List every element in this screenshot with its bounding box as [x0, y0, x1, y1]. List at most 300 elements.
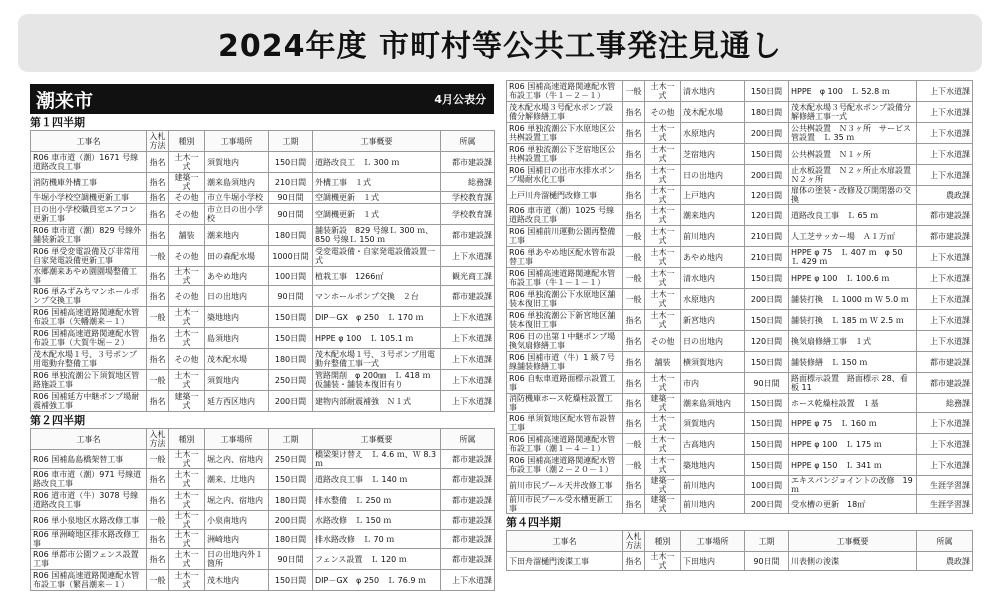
bid-method: 一般: [623, 226, 645, 247]
table-row: [31, 246, 495, 267]
work-summary: 舗装打換 Ｌ 1000 ｍ Ｗ 5.0 ｍ: [789, 289, 917, 310]
col-header: 工事名: [31, 131, 147, 152]
bid-method: 指名: [147, 490, 169, 511]
department: 都市建設課: [441, 530, 495, 549]
work-summary: 受水槽の更新 18㎡: [789, 495, 917, 514]
work-location: 潮来地内: [681, 205, 745, 226]
work-location: あやめ地内: [681, 247, 745, 268]
work-summary: 外構工事 １式: [313, 173, 441, 192]
work-summary: 空調機更新 １式: [313, 204, 441, 225]
work-period: 250日間: [269, 450, 313, 469]
work-location: 水原地内: [681, 289, 745, 310]
work-location: 須賀地内: [681, 413, 745, 434]
work-name: R06 単あやめ地区配水管布設替工事: [507, 247, 623, 268]
work-summary: HPPE φ 75 Ｌ 407 ｍ φ 50 Ｌ 429 ｍ: [789, 247, 917, 268]
bid-method: 指名: [623, 373, 645, 394]
bid-method: 指名: [147, 286, 169, 307]
work-summary: 排水整備 Ｌ 250 ｍ: [313, 490, 441, 511]
work-summary: 茂木配水場１号、３号ポンプ用電動弁整備工事一式: [313, 349, 441, 370]
work-location: 茂木配水場: [205, 349, 269, 370]
work-type: 土木一式: [169, 549, 205, 570]
work-type: 土木一式: [169, 490, 205, 511]
bid-method: 指名: [623, 476, 645, 495]
work-period: 120日間: [745, 205, 789, 226]
col-header: 所属: [441, 131, 495, 152]
work-summary: DIP－GX φ 250 Ｌ 170 ｍ: [313, 307, 441, 328]
table-row: [507, 226, 973, 247]
table-row: [31, 286, 495, 307]
work-location: 市立日の出小学校: [205, 204, 269, 225]
works-table-q2-continued: [506, 80, 973, 514]
work-period: 150日間: [745, 310, 789, 331]
table-row: [31, 225, 495, 246]
bid-method: 指名: [147, 204, 169, 225]
col-header: 工事概要: [313, 429, 441, 450]
work-name: R06 単洲崎地区排水路改修工事: [31, 530, 147, 549]
department: 都市建設課: [441, 469, 495, 490]
work-location: 上戸地内: [681, 186, 745, 205]
table-row: [507, 186, 973, 205]
work-location: 前川地内: [681, 476, 745, 495]
work-summary: 換気扇修繕工事 １式: [789, 331, 917, 352]
work-type: その他: [169, 286, 205, 307]
department: 学校教育課: [441, 192, 495, 204]
work-type: 土木一式: [645, 247, 681, 268]
department: 上下水道課: [917, 247, 973, 268]
bid-method: 一般: [623, 268, 645, 289]
work-period: 210日間: [745, 226, 789, 247]
work-summary: HPPE φ 100 Ｌ 175 ｍ: [789, 434, 917, 455]
table-row: [31, 530, 495, 549]
table-row: [31, 267, 495, 286]
work-type: 建築一式: [645, 476, 681, 495]
city-name: 潮来市: [36, 89, 94, 112]
page-title: 2024年度 市町村等公共工事発注見通し: [218, 29, 782, 64]
work-period: 180日間: [269, 530, 313, 549]
work-period: 150日間: [745, 413, 789, 434]
bid-method: 指名: [147, 192, 169, 204]
work-name: R06 国補日の出市水排水ポンプ場耐水化工事: [507, 165, 623, 186]
work-name: 日の出小学校職員室エアコン更新工事: [31, 204, 147, 225]
col-header: 工期: [269, 429, 313, 450]
work-period: 100日間: [269, 267, 313, 286]
work-period: 150日間: [745, 81, 789, 102]
work-period: 210日間: [745, 247, 789, 268]
bid-method: 一般: [623, 434, 645, 455]
work-type: 土木一式: [645, 123, 681, 144]
work-period: 90日間: [269, 204, 313, 225]
col-header: 種別: [169, 131, 205, 152]
table-row: [31, 549, 495, 570]
work-name: 下田舟溜樋門浚渫工事: [507, 552, 623, 571]
col-header: 入札方法: [147, 429, 169, 450]
work-type: 土木一式: [645, 165, 681, 186]
work-name: 消防機庫ホース乾燥柱設置工事: [507, 394, 623, 413]
work-location: 芝宿地内: [681, 144, 745, 165]
work-period: 210日間: [269, 173, 313, 192]
work-period: 200日間: [745, 289, 789, 310]
department: 上下水道課: [441, 391, 495, 412]
bid-method: 一般: [623, 81, 645, 102]
bid-method: 指名: [147, 469, 169, 490]
department: 都市建設課: [441, 225, 495, 246]
table-row: [507, 495, 973, 514]
table-row: [31, 450, 495, 469]
table-row: [507, 434, 973, 455]
work-period: 200日間: [745, 495, 789, 514]
table-row: [507, 455, 973, 476]
work-period: 90日間: [269, 286, 313, 307]
work-period: 200日間: [269, 511, 313, 530]
work-location: 茂木配水場: [681, 102, 745, 123]
works-table-q4: [506, 530, 973, 571]
work-period: 150日間: [745, 268, 789, 289]
work-location: 新宮地内: [681, 310, 745, 331]
work-location: 島須地内: [205, 328, 269, 349]
bid-method: 一般: [623, 455, 645, 476]
col-header: 工事名: [31, 429, 147, 450]
table-row: [507, 394, 973, 413]
work-name: R06 国補高速道路関連配水管布設工事（繁昌潮来－１）: [31, 570, 147, 591]
work-name: R06 車市道（潮）1025 号線道路改良工事: [507, 205, 623, 226]
table-row: [31, 570, 495, 591]
bid-method: 指名: [623, 495, 645, 514]
table-row: [31, 469, 495, 490]
work-summary: 道路改良工事 Ｌ 65 ｍ: [789, 205, 917, 226]
work-name: R06 国補市道（牛）1 級７号線舗装修繕工事: [507, 352, 623, 373]
work-type: 舗装: [169, 225, 205, 246]
department: 上下水道課: [917, 165, 973, 186]
work-type: その他: [169, 349, 205, 370]
work-summary: エキスパンジョイントの改修 19ｍ: [789, 476, 917, 495]
bid-method: 指名: [147, 349, 169, 370]
work-name: 牛堀小学校空調機更新工事: [31, 192, 147, 204]
bid-method: 指名: [623, 394, 645, 413]
work-type: 建築一式: [645, 495, 681, 514]
work-location: 清水地内: [681, 81, 745, 102]
work-period: 150日間: [269, 469, 313, 490]
work-type: その他: [169, 246, 205, 267]
work-period: 180日間: [745, 102, 789, 123]
work-summary: 受変電設備・自家発電設備設置一式: [313, 246, 441, 267]
department: 都市建設課: [441, 490, 495, 511]
work-name: 茂木配水場３号配水ポンプ設備分解修繕工事: [507, 102, 623, 123]
col-header: 入札方法: [147, 131, 169, 152]
work-type: 土木一式: [645, 226, 681, 247]
work-type: その他: [645, 331, 681, 352]
bid-method: 指名: [147, 391, 169, 412]
work-name: R06 単都市公園フェンス設置工事: [31, 549, 147, 570]
table-row: [507, 289, 973, 310]
work-type: 土木一式: [169, 152, 205, 173]
work-type: 土木一式: [169, 328, 205, 349]
work-type: 土木一式: [169, 267, 205, 286]
bid-method: 指名: [623, 123, 645, 144]
work-type: その他: [169, 204, 205, 225]
work-summary: 人工芝サッカー場 Ａ１万㎡: [789, 226, 917, 247]
bid-method: 一般: [147, 370, 169, 391]
work-summary: 舗装打換 Ｌ 185 ｍ Ｗ 2.5 ｍ: [789, 310, 917, 331]
work-type: 土木一式: [645, 289, 681, 310]
table-row: [31, 204, 495, 225]
work-summary: 公共桝設置 Ｎ３ヶ所 サービス管設置 Ｌ 35 ｍ: [789, 123, 917, 144]
table-row: [507, 247, 973, 268]
work-summary: 川表側の浚渫: [789, 552, 917, 571]
work-name: R06 国補高速道路関連配水管布設工事（矢幡潮来－１）: [31, 307, 147, 328]
work-type: 土木一式: [169, 511, 205, 530]
work-location: 洲崎地内: [205, 530, 269, 549]
bid-method: 一般: [623, 289, 645, 310]
work-summary: 路面標示設置 路面標示 28、看板 11: [789, 373, 917, 394]
work-location: 日の出地内外１箇所: [205, 549, 269, 570]
table-header: [31, 429, 495, 450]
work-period: 150日間: [745, 352, 789, 373]
work-summary: HPPE φ 100 Ｌ 100.6 ｍ: [789, 268, 917, 289]
department: 上下水道課: [917, 413, 973, 434]
bid-method: 一般: [147, 511, 169, 530]
work-period: 120日間: [745, 331, 789, 352]
bid-method: 指名: [147, 152, 169, 173]
publish-note: 4月公表分: [434, 93, 486, 106]
work-type: 土木一式: [169, 530, 205, 549]
department: 上下水道課: [917, 144, 973, 165]
department: 上下水道課: [917, 434, 973, 455]
table-row: [507, 81, 973, 102]
table-row: [507, 102, 973, 123]
work-name: R06 国補高速道路関連配水管布設工事（大賀牛堀－２）: [31, 328, 147, 349]
department: 上下水道課: [441, 246, 495, 267]
bid-method: 指名: [623, 205, 645, 226]
work-period: 180日間: [269, 225, 313, 246]
bid-method: 指名: [147, 267, 169, 286]
col-header: 工事場所: [681, 531, 745, 552]
table-row: [507, 268, 973, 289]
col-header: 所属: [917, 531, 973, 552]
work-location: 潮来島須地内: [681, 394, 745, 413]
col-header: 所属: [441, 429, 495, 450]
table-row: [507, 331, 973, 352]
department: 学校教育課: [441, 204, 495, 225]
department: 都市建設課: [917, 226, 973, 247]
work-location: 日の出地内: [681, 165, 745, 186]
table-row: [507, 352, 973, 373]
work-type: 土木一式: [169, 469, 205, 490]
work-name: 消防機庫外構工事: [31, 173, 147, 192]
work-location: 堀之内、宿地内: [205, 490, 269, 511]
work-location: 小泉南地内: [205, 511, 269, 530]
work-summary: HPPE φ 150 Ｌ 341 ｍ: [789, 455, 917, 476]
work-summary: HPPE φ 100 Ｌ 52.8 ｍ: [789, 81, 917, 102]
work-name: 茂木配水場１号、３号ポンプ用電動弁整備工事: [31, 349, 147, 370]
department: 総務課: [917, 394, 973, 413]
city-header: [30, 84, 494, 114]
work-summary: 舗装修繕 Ｌ 150 ｍ: [789, 352, 917, 373]
work-type: その他: [169, 192, 205, 204]
work-type: 建築一式: [169, 173, 205, 192]
work-period: 90日間: [745, 373, 789, 394]
quarter-heading-q2: 第２四半期: [30, 414, 85, 427]
col-header: 工事名: [507, 531, 623, 552]
work-period: 200日間: [269, 391, 313, 412]
work-type: 土木一式: [645, 81, 681, 102]
work-location: 須賀地内: [205, 152, 269, 173]
work-summary: マンホールポンプ交換 ２台: [313, 286, 441, 307]
work-location: 須賀地内: [205, 370, 269, 391]
work-type: 土木一式: [645, 434, 681, 455]
col-header: 種別: [169, 429, 205, 450]
work-type: 土木一式: [169, 307, 205, 328]
bid-method: 指名: [623, 144, 645, 165]
department: 都市建設課: [441, 549, 495, 570]
work-period: 90日間: [269, 549, 313, 570]
department: 都市建設課: [441, 286, 495, 307]
table-row: [507, 476, 973, 495]
work-name: R06 車市道（潮）971 号線道路改良工事: [31, 469, 147, 490]
bid-method: 一般: [147, 450, 169, 469]
department: 上下水道課: [441, 349, 495, 370]
work-summary: 道路改良工事 Ｌ 140 ｍ: [313, 469, 441, 490]
work-location: 前川地内: [681, 226, 745, 247]
bid-method: 指名: [623, 102, 645, 123]
work-name: 上戸川舟溜樋門改修工事: [507, 186, 623, 205]
work-summary: 舗装新設 829 号線Ｌ 300 ｍ、850 号線Ｌ 150 ｍ: [313, 225, 441, 246]
col-header: 工事場所: [205, 131, 269, 152]
work-name: R06 単独流潮公下芝宿地区公共桝設置工事: [507, 144, 623, 165]
work-location: 堀之内、宿地内: [205, 450, 269, 469]
department: 上下水道課: [441, 328, 495, 349]
department: 上下水道課: [441, 307, 495, 328]
work-name: R06 単みずみちマンホールポンプ交換工事: [31, 286, 147, 307]
table-row: [507, 310, 973, 331]
work-location: 潮来地内: [205, 225, 269, 246]
work-summary: 茂木配水場３号配水ポンプ設備分解修繕工事一式: [789, 102, 917, 123]
department: 上下水道課: [917, 123, 973, 144]
works-table-q2: [30, 428, 495, 591]
bid-method: 一般: [147, 307, 169, 328]
work-type: 土木一式: [169, 450, 205, 469]
work-location: 日の出地内: [205, 286, 269, 307]
department: 都市建設課: [441, 450, 495, 469]
work-summary: 扉体の塗装・改修及び開閉器の交換: [789, 186, 917, 205]
work-location: 築地地内: [681, 455, 745, 476]
work-location: 横須賀地内: [681, 352, 745, 373]
table-row: [31, 152, 495, 173]
work-type: 土木一式: [645, 455, 681, 476]
work-type: 土木一式: [645, 310, 681, 331]
left-column: [30, 84, 494, 591]
table-row: [507, 165, 973, 186]
table-row: [507, 144, 973, 165]
bid-method: 一般: [623, 247, 645, 268]
col-header: 工事概要: [789, 531, 917, 552]
work-location: 茂木地内: [205, 570, 269, 591]
work-name: R06 道市道（牛）3078 号線道路改良工事: [31, 490, 147, 511]
department: 上下水道課: [917, 268, 973, 289]
col-header: 入札方法: [623, 531, 645, 552]
work-name: R06 単独流潮公下水原地区公共桝設置工事: [507, 123, 623, 144]
department: 農政課: [917, 552, 973, 571]
department: 総務課: [441, 173, 495, 192]
bid-method: 指名: [623, 552, 645, 571]
table-row: [507, 123, 973, 144]
col-header: 工期: [745, 531, 789, 552]
work-location: 潮来、辻地内: [205, 469, 269, 490]
table-row: [31, 370, 495, 391]
work-summary: 植栽工事 1266㎡: [313, 267, 441, 286]
work-type: 土木一式: [645, 373, 681, 394]
bid-method: 指名: [623, 186, 645, 205]
work-name: 前川市民プール受水槽更新工事: [507, 495, 623, 514]
bid-method: 一般: [147, 570, 169, 591]
work-summary: 止水板設置 Ｎ２ヶ所止水扉設置 Ｎ２ヶ所: [789, 165, 917, 186]
work-period: 180日間: [269, 490, 313, 511]
table-header: [507, 531, 973, 552]
work-name: R06 単独流潮公下須賀地区管路施設工事: [31, 370, 147, 391]
department: 生涯学習課: [917, 476, 973, 495]
work-name: 前川市民プール天井改修工事: [507, 476, 623, 495]
department: 都市建設課: [441, 152, 495, 173]
table-row: [507, 205, 973, 226]
work-summary: 管路開削 φ 200㎜ Ｌ 418 ｍ 仮舗装・舗装本復旧有り: [313, 370, 441, 391]
work-period: 150日間: [745, 434, 789, 455]
work-period: 90日間: [269, 192, 313, 204]
work-period: 1000日間: [269, 246, 313, 267]
work-location: 潮来島須地内: [205, 173, 269, 192]
work-name: R06 国補高速道路関連配水管布設工事（牛１－２－１）: [507, 81, 623, 102]
department: 生涯学習課: [917, 495, 973, 514]
department: 上下水道課: [917, 331, 973, 352]
work-name: R06 車市道（潮）1671 号線道路改良工事: [31, 152, 147, 173]
work-location: 田の森配水場: [205, 246, 269, 267]
work-location: 市内: [681, 373, 745, 394]
work-period: 180日間: [269, 349, 313, 370]
bid-method: 指名: [147, 530, 169, 549]
work-type: 土木一式: [645, 413, 681, 434]
col-header: 工事概要: [313, 131, 441, 152]
bid-method: 指名: [623, 413, 645, 434]
work-summary: 建物内部耐震補強 Ｎ１式: [313, 391, 441, 412]
table-row: [31, 490, 495, 511]
work-summary: 空調機更新 １式: [313, 192, 441, 204]
bid-method: 指名: [623, 331, 645, 352]
work-name: R06 国補島島橋架替工事: [31, 450, 147, 469]
work-name: R06 単受変電設備及び非常用自家発電設備更新工事: [31, 246, 147, 267]
work-location: 下田地内: [681, 552, 745, 571]
work-location: 延方西区地内: [205, 391, 269, 412]
work-type: 土木一式: [645, 205, 681, 226]
table-row: [31, 328, 495, 349]
work-type: 土木一式: [645, 552, 681, 571]
bid-method: 指名: [623, 310, 645, 331]
table-row: [31, 192, 495, 204]
department: 上下水道課: [917, 81, 973, 102]
work-summary: HPPE φ 75 Ｌ 160 ｍ: [789, 413, 917, 434]
work-summary: 橋梁架け替え Ｌ 4.6 ｍ、Ｗ 8.3 ｍ: [313, 450, 441, 469]
work-name: 水郷潮来あやめ園園場整備工事: [31, 267, 147, 286]
department: 上下水道課: [917, 455, 973, 476]
table-row: [31, 391, 495, 412]
department: 都市建設課: [917, 352, 973, 373]
work-type: 土木一式: [169, 570, 205, 591]
work-location: 水原地内: [681, 123, 745, 144]
department: 上下水道課: [441, 570, 495, 591]
work-period: 150日間: [269, 152, 313, 173]
department: 都市建設課: [917, 205, 973, 226]
work-period: 200日間: [745, 123, 789, 144]
work-name: R06 車市道（潮）829 号線外舗装新設工事: [31, 225, 147, 246]
work-name: R06 自転車道路面標示設置工事: [507, 373, 623, 394]
work-type: 舗装: [645, 352, 681, 373]
